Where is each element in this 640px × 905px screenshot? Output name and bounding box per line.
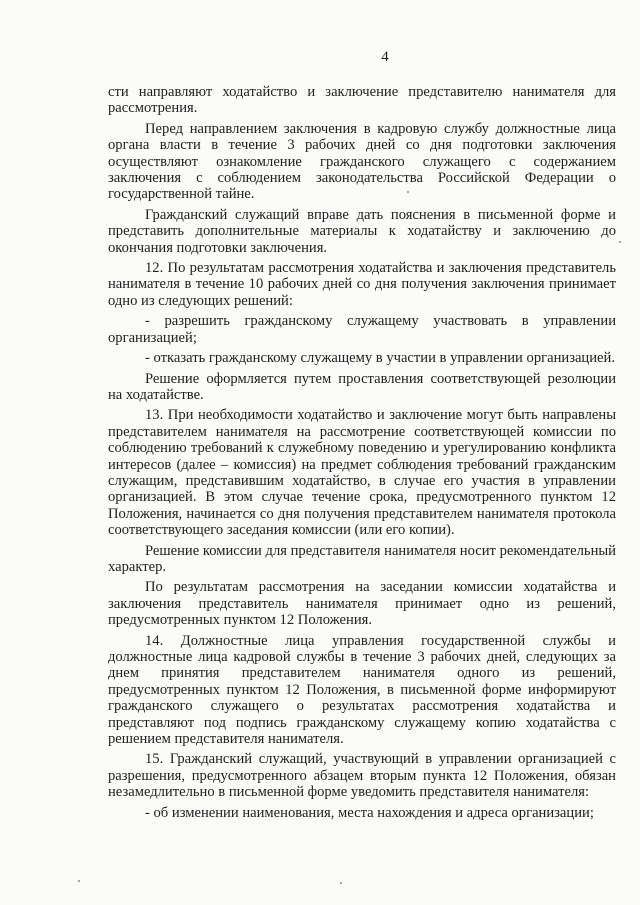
paragraph-explanations: Гражданский служащий вправе дать пояснения в письменной форме и представить дополнительные материалы к ходатайству и заключению до окончания подготовки заключения.: [108, 206, 616, 256]
paragraph-name-change: - об изменении наименования, места нахождения и адреса организации;: [145, 804, 594, 821]
paragraph-item-14: 14. Должностные лица управления государственной службы и должностные лица кадровой службы в течение 3 рабочих дней, следующих за днем принятия представителем нанимателя одного из решений, предусмотренных пунктом 12 Положения, в письменной форме информируют гражданского служащего о результатах рассмотрения ходатайства и представляют под подпись гражданскому служащему копию ходатайства с решением представителя нанимателя.: [108, 632, 616, 748]
paragraph-item-15: 15. Гражданский служащий, участвующий в управлении организацией с разрешения, предусмотренного абзацем вторым пункта 12 Положения, обязан незамедлительно в письменной форме уведомить представителя нанимателя:: [108, 751, 616, 801]
scan-speck: [78, 880, 80, 882]
paragraph-commission-result: По результатам рассмотрения на заседании комиссии ходатайства и заключения представитель нанимателя принимает одно из решений, предусмотренных пунктом 12 Положения.: [108, 579, 616, 629]
paragraph-familiarization: Перед направлением заключения в кадровую службу должностные лица органа власти в течение 3 рабочих дней со дня подготовки заключения осуществляют ознакомление гражданского служащего с содержанием заключения с соблюдением законодательства Российской Федерации о государственной тайне.: [108, 120, 616, 203]
paragraph-item-12: 12. По результатам рассмотрения ходатайства и заключения представитель нанимателя в течение 10 рабочих дней со дня получения заключения принимает одно из следующих решений:: [108, 260, 616, 309]
paragraph-item-13: 13. При необходимости ходатайство и заключение могут быть направлены представителем нанимателя на рассмотрение соответствующей комиссии по соблюдению требований к служебному поведению и урегулированию конфликта интересов (далее – комиссия) на предмет соблюдения требований гражданским служащим, представившим ходатайство, в случае его участия в управлении организацией. В этом случае течение срока, предусмотренного пунктом 12 Положения, начинается со дня получения представителем нанимателя протокола соответствующего заседания комиссии (или его копии).: [108, 407, 616, 539]
scan-speck: [619, 241, 621, 243]
scan-speck: [340, 882, 342, 884]
paragraph-continuation: сти направляют ходатайство и заключение представителю нанимателя для рассмотрения.: [108, 84, 616, 117]
paragraph-resolution: Решение оформляется путем проставления соответствующей резолюции на ходатайстве.: [108, 370, 616, 403]
paragraph-commission-advisory: Решение комиссии для представителя нанимателя носит рекомендательный характер.: [108, 542, 616, 575]
page-number: 4: [381, 49, 389, 65]
scan-speck: [407, 191, 409, 193]
document-body: [108, 84, 616, 825]
paragraph-refuse-option: - отказать гражданскому служащему в участии в управлении организацией.: [145, 350, 615, 367]
paragraph-permit-option: - разрешить гражданскому служащему участвовать в управлении организацией;: [108, 313, 616, 346]
